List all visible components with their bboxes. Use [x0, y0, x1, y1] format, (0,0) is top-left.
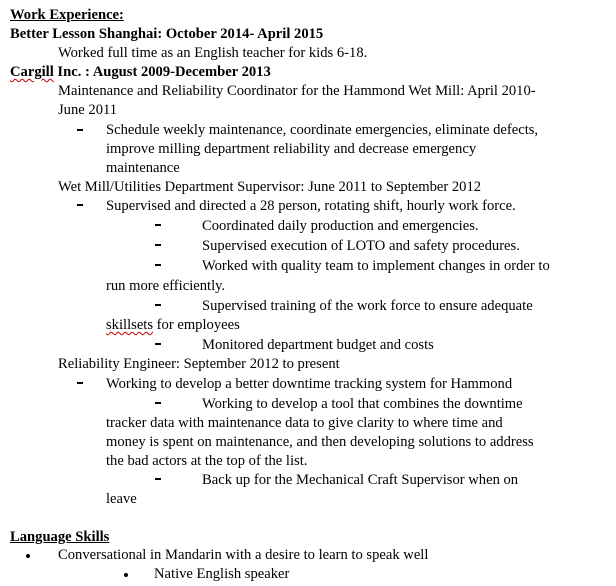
- spellcheck-word: skillsets: [106, 317, 154, 333]
- dash-bullet-icon: [155, 304, 161, 306]
- role-title: Reliability Engineer: September 2012 to present: [58, 356, 340, 372]
- spellcheck-word: Cargill: [10, 64, 54, 80]
- job-title-rest: Inc. : August 2009-December 2013: [53, 64, 271, 80]
- job-title-better-lesson: Better Lesson Shanghai: October 2014- April 2015: [10, 26, 324, 42]
- sub-bullet-text: money is spent on maintenance, and then developing solutions to address: [106, 434, 534, 450]
- job-title-cargill: [10, 63, 271, 82]
- sub-bullet-rest: for employees: [153, 317, 240, 333]
- bullet-dot-icon: [124, 573, 128, 577]
- sub-bullet-text: Back up for the Mechanical Craft Supervisor when on: [202, 472, 519, 488]
- section-heading-language-skills: Language Skills: [10, 529, 110, 545]
- dash-bullet-icon: [155, 402, 161, 404]
- role-title-line: June 2011: [58, 102, 118, 118]
- dash-bullet-icon: [155, 264, 161, 266]
- bullet-text: maintenance: [106, 160, 180, 176]
- dash-bullet-icon: [155, 478, 161, 480]
- role-title-line: Maintenance and Reliability Coordinator for the Hammond Wet Mill: April 2010-: [58, 83, 536, 99]
- sub-bullet-text: [106, 316, 240, 335]
- dash-bullet-icon: [155, 224, 161, 226]
- job-description: Worked full time as an English teacher for kids 6-18.: [58, 45, 368, 61]
- sub-bullet-text: leave: [106, 491, 137, 507]
- sub-bullet-text: Monitored department budget and costs: [202, 337, 434, 353]
- bullet-dot-icon: [26, 554, 30, 558]
- sub-bullet-text: Supervised execution of LOTO and safety procedures.: [202, 238, 520, 254]
- language-item: Conversational in Mandarin with a desire to learn to speak well: [58, 547, 429, 563]
- bullet-text: improve milling department reliability and decrease emergency: [106, 141, 477, 157]
- sub-bullet-text: Supervised training of the work force to ensure adequate: [202, 298, 533, 314]
- bullet-text: Schedule weekly maintenance, coordinate emergencies, eliminate defects,: [106, 122, 539, 138]
- sub-bullet-text: the bad actors at the top of the list.: [106, 453, 308, 469]
- language-item: Native English speaker: [154, 566, 290, 582]
- sub-bullet-text: Working to develop a tool that combines the downtime: [202, 396, 523, 412]
- dash-bullet-icon: [155, 343, 161, 345]
- sub-bullet-text: Worked with quality team to implement changes in order to: [202, 258, 550, 274]
- sub-bullet-text: tracker data with maintenance data to give clarity to where time and: [106, 415, 503, 431]
- dash-bullet-icon: [77, 204, 83, 206]
- dash-bullet-icon: [77, 129, 83, 131]
- dash-bullet-icon: [77, 382, 83, 384]
- bullet-text: Working to develop a better downtime tracking system for Hammond: [106, 376, 513, 392]
- sub-bullet-text: run more efficiently.: [106, 278, 226, 294]
- sub-bullet-text: Coordinated daily production and emergencies.: [202, 218, 479, 234]
- section-heading-work-experience: Work Experience:: [10, 7, 124, 23]
- bullet-text: Supervised and directed a 28 person, rotating shift, hourly work force.: [106, 198, 516, 214]
- role-title: Wet Mill/Utilities Department Supervisor: June 2011 to September 2012: [58, 179, 482, 195]
- dash-bullet-icon: [155, 244, 161, 246]
